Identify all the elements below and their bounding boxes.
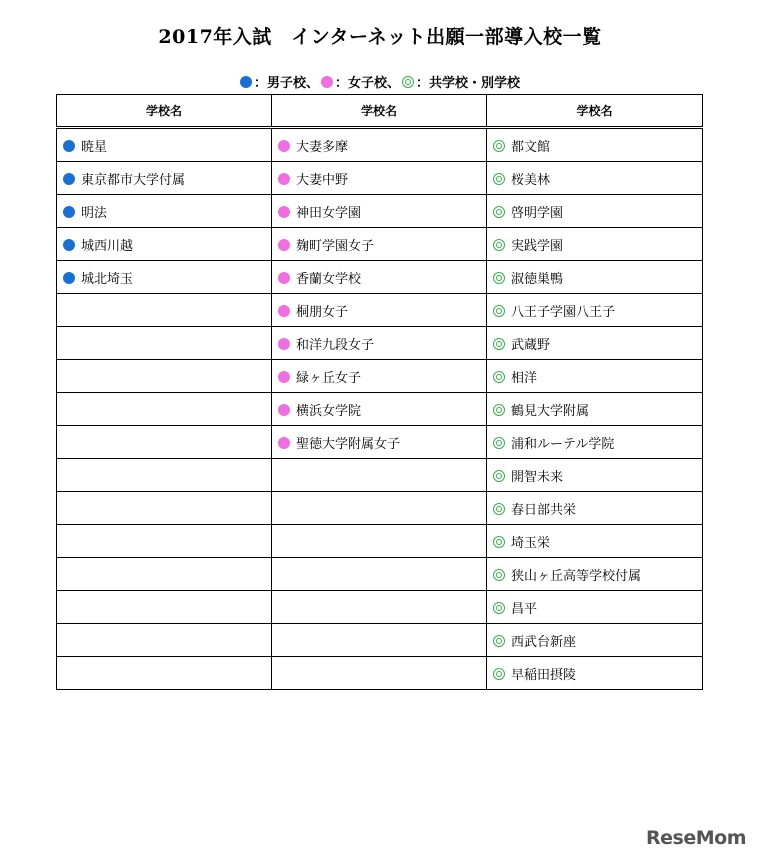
- legend: [0, 72, 760, 91]
- column-header: 学校名: [487, 95, 703, 128]
- double-circle-icon: [493, 305, 505, 317]
- pink-dot-icon: [278, 437, 290, 449]
- school-cell: [487, 128, 703, 162]
- school-cell: [487, 558, 703, 591]
- school-name: 春日部共栄: [511, 502, 577, 518]
- school-cell: [272, 162, 487, 195]
- school-name: 昌平: [511, 601, 538, 617]
- school-name: 都文館: [511, 139, 551, 155]
- school-cell: [272, 459, 487, 492]
- school-cell: [487, 195, 703, 228]
- school-cell: [57, 624, 272, 657]
- school-name: 桐朋女子: [296, 304, 349, 320]
- school-cell: [487, 261, 703, 294]
- school-name: 桜美林: [511, 172, 551, 188]
- school-cell: [487, 393, 703, 426]
- school-cell: [272, 657, 487, 690]
- school-cell: [57, 525, 272, 558]
- school-cell: [57, 195, 272, 228]
- school-cell: [57, 162, 272, 195]
- school-name: 八王子学園八王子: [511, 304, 616, 320]
- pink-dot-icon: [278, 206, 290, 218]
- school-name: 横浜女学院: [296, 403, 362, 419]
- school-name: 大妻多摩: [296, 139, 349, 155]
- school-cell: [57, 393, 272, 426]
- double-circle-icon: [493, 635, 505, 647]
- double-circle-icon: [493, 206, 505, 218]
- table-row: [57, 294, 703, 327]
- pink-dot-icon: [278, 272, 290, 284]
- school-cell: [272, 128, 487, 162]
- school-name: 武蔵野: [511, 337, 551, 353]
- school-cell: [487, 327, 703, 360]
- legend-coed: ：共学校・別学校: [402, 72, 520, 91]
- school-cell: [487, 525, 703, 558]
- double-circle-icon: [493, 437, 505, 449]
- blue-dot-icon: [63, 239, 75, 251]
- school-name: 香蘭女学校: [296, 271, 362, 287]
- school-cell: [272, 426, 487, 459]
- school-cell: [487, 162, 703, 195]
- blue-dot-icon: [63, 173, 75, 185]
- page-title: 2017年入試 インターネット出願一部導入校一覧: [158, 26, 602, 48]
- school-cell: [57, 128, 272, 162]
- school-cell: [57, 591, 272, 624]
- school-cell: [487, 624, 703, 657]
- school-cell: [272, 327, 487, 360]
- double-circle-icon: [493, 503, 505, 515]
- double-circle-icon: [493, 371, 505, 383]
- school-name: 埼玉栄: [511, 535, 551, 551]
- blue-dot-icon: [63, 206, 75, 218]
- school-cell: [57, 459, 272, 492]
- school-cell: [57, 360, 272, 393]
- school-cell: [272, 294, 487, 327]
- table-row: [57, 195, 703, 228]
- pink-dot-icon: [278, 404, 290, 416]
- legend-girls: ：女子校、: [321, 72, 400, 91]
- table-row: [57, 657, 703, 690]
- double-circle-icon: [493, 536, 505, 548]
- table-header-row: [57, 95, 703, 128]
- school-cell: [487, 426, 703, 459]
- school-cell: [57, 294, 272, 327]
- pink-dot-icon: [278, 338, 290, 350]
- table-row: [57, 591, 703, 624]
- school-name: 相洋: [511, 370, 538, 386]
- table-row: [57, 558, 703, 591]
- pink-dot-icon: [321, 76, 333, 88]
- school-cell: [487, 492, 703, 525]
- school-name: 浦和ルーテル学院: [511, 436, 615, 452]
- school-cell: [57, 426, 272, 459]
- school-name: 啓明学園: [511, 205, 564, 221]
- school-cell: [272, 525, 487, 558]
- double-circle-icon: [493, 404, 505, 416]
- school-name: 狭山ヶ丘高等学校付属: [511, 568, 642, 584]
- table-row: [57, 393, 703, 426]
- school-table: [56, 94, 703, 690]
- school-name: 鶴見大学附属: [511, 403, 590, 419]
- table-row: [57, 228, 703, 261]
- school-name: 城西川越: [81, 238, 134, 254]
- school-name: 緑ヶ丘女子: [296, 370, 362, 386]
- table-row: [57, 327, 703, 360]
- school-cell: [487, 657, 703, 690]
- school-cell: [272, 261, 487, 294]
- school-name: 明法: [81, 205, 108, 221]
- table-row: [57, 624, 703, 657]
- double-circle-icon: [493, 272, 505, 284]
- pink-dot-icon: [278, 140, 290, 152]
- legend-boys: ：男子校、: [240, 72, 319, 91]
- school-cell: [487, 591, 703, 624]
- school-cell: [272, 558, 487, 591]
- blue-dot-icon: [240, 76, 252, 88]
- table-row: [57, 426, 703, 459]
- double-circle-icon: [493, 602, 505, 614]
- blue-dot-icon: [63, 140, 75, 152]
- school-cell: [272, 624, 487, 657]
- blue-dot-icon: [63, 272, 75, 284]
- column-header: 学校名: [272, 95, 487, 128]
- school-cell: [272, 492, 487, 525]
- double-circle-icon: [402, 76, 414, 88]
- school-name: 城北埼玉: [81, 271, 134, 287]
- school-cell: [57, 492, 272, 525]
- school-name: 麹町学園女子: [296, 238, 375, 254]
- school-name: 暁星: [81, 139, 108, 155]
- table-row: [57, 162, 703, 195]
- school-cell: [272, 591, 487, 624]
- double-circle-icon: [493, 338, 505, 350]
- school-cell: [57, 657, 272, 690]
- school-cell: [487, 459, 703, 492]
- school-cell: [57, 327, 272, 360]
- school-name: 神田女学園: [296, 205, 362, 221]
- school-cell: [57, 261, 272, 294]
- table-row: [57, 128, 703, 162]
- school-cell: [272, 393, 487, 426]
- school-name: 開智未来: [511, 469, 564, 485]
- table-row: [57, 360, 703, 393]
- pink-dot-icon: [278, 371, 290, 383]
- pink-dot-icon: [278, 239, 290, 251]
- school-cell: [57, 228, 272, 261]
- school-name: 早稲田摂陵: [511, 667, 577, 683]
- school-cell: [272, 360, 487, 393]
- school-name: 和洋九段女子: [296, 337, 375, 353]
- double-circle-icon: [493, 668, 505, 680]
- table-row: [57, 492, 703, 525]
- column-header: 学校名: [57, 95, 272, 128]
- school-name: 聖徳大学附属女子: [296, 436, 401, 452]
- school-cell: [57, 558, 272, 591]
- double-circle-icon: [493, 239, 505, 251]
- table-row: [57, 459, 703, 492]
- school-name: 大妻中野: [296, 172, 349, 188]
- school-cell: [487, 228, 703, 261]
- school-cell: [272, 228, 487, 261]
- school-cell: [272, 195, 487, 228]
- school-cell: [487, 360, 703, 393]
- double-circle-icon: [493, 140, 505, 152]
- school-name: 実践学園: [511, 238, 564, 254]
- double-circle-icon: [493, 470, 505, 482]
- school-name: 西武台新座: [511, 634, 577, 650]
- double-circle-icon: [493, 569, 505, 581]
- pink-dot-icon: [278, 173, 290, 185]
- resemom-logo: ReseMom: [646, 827, 746, 849]
- pink-dot-icon: [278, 305, 290, 317]
- table-row: [57, 525, 703, 558]
- table-row: [57, 261, 703, 294]
- school-cell: [487, 294, 703, 327]
- double-circle-icon: [493, 173, 505, 185]
- school-name: 東京都市大学付属: [81, 172, 186, 188]
- school-name: 淑徳巣鴨: [511, 271, 564, 287]
